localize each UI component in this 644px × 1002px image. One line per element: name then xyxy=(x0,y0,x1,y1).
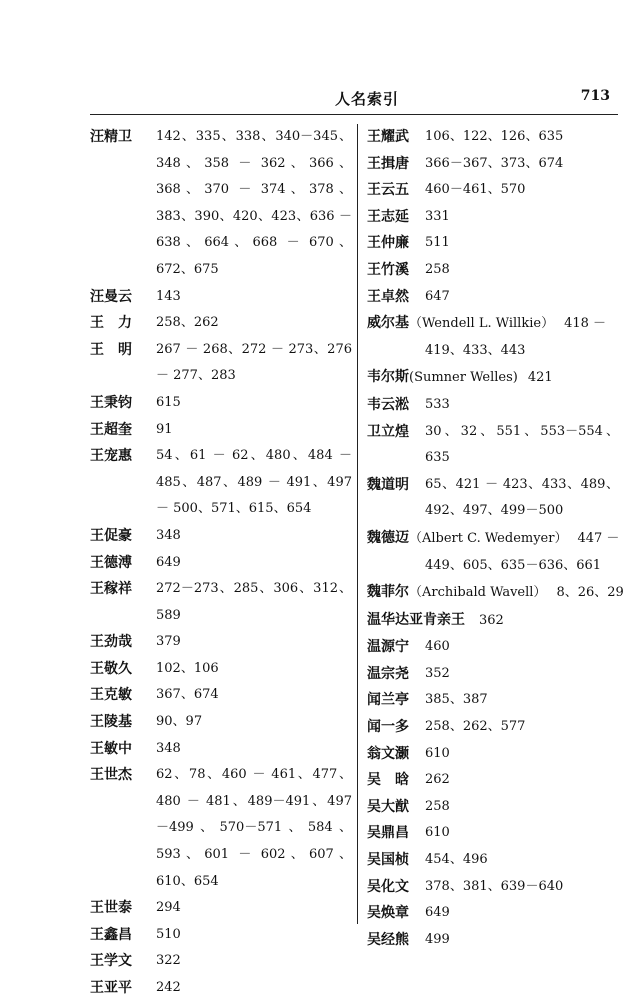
index-entry xyxy=(90,682,352,709)
index-entry-lead xyxy=(367,607,619,635)
index-entry xyxy=(367,151,619,178)
index-entry-pages-lead: 418 － xyxy=(564,316,607,332)
index-entry-pages: 385、387 xyxy=(425,692,488,708)
index-entry-name: 王陵基 xyxy=(90,714,132,731)
index-entry xyxy=(90,124,352,284)
index-entry-pages: 267 － 268、272 － 273、276 － 277、283 xyxy=(156,341,352,384)
index-entry-name: 韦尔斯 xyxy=(367,369,409,386)
index-entry-name: 吴焕章 xyxy=(367,905,409,922)
index-entry-name: 温华达亚肯亲王 xyxy=(367,611,465,628)
index-entry-lead xyxy=(367,364,619,392)
index-entry xyxy=(90,922,352,949)
index-entry xyxy=(367,284,619,311)
index-entry-pages-lead: 421 xyxy=(527,370,553,386)
index-entry xyxy=(367,204,619,231)
index-entry xyxy=(367,257,619,284)
index-entry-name: 王卓然 xyxy=(367,288,409,305)
index-entry xyxy=(367,820,619,847)
index-entry-name: 王稼祥 xyxy=(90,581,132,598)
index-entry-pages: 106、122、126、635 xyxy=(425,129,564,144)
index-entry-name: 王仲廉 xyxy=(367,235,409,252)
index-entry xyxy=(367,177,619,204)
index-entry-pages: 649 xyxy=(425,905,450,921)
page-title: 人名索引 xyxy=(335,90,400,108)
index-entry-foreign-name: (Sumner Welles) xyxy=(409,370,518,386)
index-entry xyxy=(367,579,624,607)
index-entry-name: 王宠惠 xyxy=(90,448,132,465)
index-entry-pages: 610 xyxy=(425,825,450,841)
index-entry-name: 王世杰 xyxy=(90,767,132,784)
index-entry xyxy=(90,736,352,763)
index-entry-name: 王敬久 xyxy=(90,660,132,677)
index-entry xyxy=(367,310,619,364)
index-entry-name: 王促豪 xyxy=(90,527,132,544)
index-entry-name: 王超奎 xyxy=(90,421,132,438)
index-entry-pages: 65、421 － 423、433、489、492、497、499－500 xyxy=(425,476,619,519)
index-entry-name: 王德溥 xyxy=(90,554,132,571)
index-entry-name: 王 明 xyxy=(90,341,132,358)
index-entry xyxy=(90,337,352,390)
index-entry-name: 汪精卫 xyxy=(90,129,132,145)
index-entry-pages-lead: 8、26、29 xyxy=(556,585,624,601)
index-entry xyxy=(90,576,352,629)
index-entry-pages: 322 xyxy=(156,953,181,969)
index-entry-pages: 91 xyxy=(156,421,173,437)
index-entry-pages: 449、605、635－636、661 xyxy=(425,557,602,573)
index-entry-name: 王学文 xyxy=(90,953,132,970)
index-entry-pages: 647 xyxy=(425,288,450,304)
index-entry xyxy=(90,310,352,337)
running-header xyxy=(90,88,618,110)
index-entry xyxy=(90,550,352,577)
index-entry xyxy=(90,656,352,683)
index-entry-name: 吴化文 xyxy=(367,878,409,895)
index-entry-pages: 142、335、338、340－345、348、358 － 362、366、368、370 － 374、378、383、390、420、423、636 － 638、664、668 － 670、672、675 xyxy=(156,129,352,277)
index-entry xyxy=(90,709,352,736)
index-entry xyxy=(367,900,619,927)
index-entry xyxy=(367,874,619,901)
index-entry xyxy=(90,629,352,656)
index-entry xyxy=(367,847,619,874)
index-entry-pages: 242 xyxy=(156,980,181,995)
index-entry-pages: 460－461、570 xyxy=(425,182,526,198)
index-entry-foreign-name: （Wendell L. Willkie） xyxy=(409,316,555,332)
index-entry xyxy=(367,741,619,768)
index-entry-pages: 331 xyxy=(425,208,450,224)
page-number: 713 xyxy=(580,88,610,104)
index-entry xyxy=(367,392,619,419)
index-entry xyxy=(367,794,619,821)
index-entry-lead xyxy=(367,310,619,338)
index-entry-pages: 258、262、577 xyxy=(425,719,526,735)
index-entry-pages: 262 xyxy=(425,772,450,788)
index-entry-pages: 258、262 xyxy=(156,315,219,331)
index-entry-name: 王 力 xyxy=(90,315,132,332)
index-entry-name: 吴经熊 xyxy=(367,931,409,948)
index-entry xyxy=(367,927,619,954)
index-entry-pages: 258 xyxy=(425,798,450,814)
index-entry-name: 韦云淞 xyxy=(367,396,409,413)
index-entry-name: 魏菲尔 xyxy=(367,584,409,601)
index-entry-pages: 419、433、443 xyxy=(425,342,526,358)
index-entry-name: 王志延 xyxy=(367,208,409,225)
index-entry xyxy=(367,661,619,688)
index-entry-pages: 90、97 xyxy=(156,714,203,730)
index-entry-pages: 367、674 xyxy=(156,687,219,703)
index-entry xyxy=(90,284,352,311)
index-entry-name: 闻一多 xyxy=(367,719,409,736)
index-entry xyxy=(367,687,619,714)
index-entry xyxy=(367,230,619,257)
index-entry xyxy=(90,390,352,417)
index-entry-pages: 362 xyxy=(479,612,504,628)
index-entry-name: 王云五 xyxy=(367,182,409,199)
index-entry-lead xyxy=(367,525,619,553)
index-entry-pages: 54、61 － 62、480、484 － 485、487、489 － 491、497 － 500、571、615、654 xyxy=(156,448,352,517)
index-entry xyxy=(367,419,619,472)
index-entry-name: 吴鼎昌 xyxy=(367,825,409,842)
index-entry xyxy=(90,762,352,895)
column-divider xyxy=(357,124,358,924)
index-entry xyxy=(367,607,619,635)
index-entry xyxy=(90,523,352,550)
index-entry-name: 王劲哉 xyxy=(90,634,132,651)
index-entry-pages: 366－367、373、674 xyxy=(425,155,564,171)
index-entry xyxy=(367,124,619,151)
index-entry-name: 王竹溪 xyxy=(367,261,409,278)
index-entry-pages: 102、106 xyxy=(156,660,219,676)
index-entry-name: 温宗尧 xyxy=(367,665,409,682)
index-entry-pages: 348 xyxy=(156,527,181,543)
index-entry-name: 吴大猷 xyxy=(367,798,409,815)
index-entry-pages: 499 xyxy=(425,931,450,947)
index-entry-name: 魏德迈 xyxy=(367,529,409,546)
index-entry-name: 王敏中 xyxy=(90,740,132,757)
index-entry-pages: 379 xyxy=(156,634,181,650)
index-entry-pages: 272－273、285、306、312、589 xyxy=(156,581,352,623)
index-entry-foreign-name: （Albert C. Wedemyer） xyxy=(409,530,568,546)
index-entry xyxy=(367,525,619,579)
index-entry-pages: 348 xyxy=(156,740,181,756)
index-entry-name: 魏道明 xyxy=(367,476,409,493)
index-entry xyxy=(367,364,619,392)
index-entry-pages: 511 xyxy=(425,235,450,251)
index-entry-name: 吴 晗 xyxy=(367,772,409,789)
index-entry-pages: 510 xyxy=(156,926,181,942)
index-entry xyxy=(90,975,352,1002)
header-rule xyxy=(90,114,618,115)
index-entry-name: 王亚平 xyxy=(90,980,132,996)
index-entry-name: 翁文灏 xyxy=(367,745,409,762)
index-entry xyxy=(367,714,619,741)
index-entry-pages: 143 xyxy=(156,288,181,304)
index-entry-pages: 610 xyxy=(425,745,450,761)
index-entry-name: 温源宁 xyxy=(367,639,409,656)
index-entry xyxy=(90,895,352,922)
index-entry xyxy=(367,472,619,525)
index-entry-pages: 258 xyxy=(425,261,450,277)
index-entry-pages: 378、381、639－640 xyxy=(425,878,564,894)
index-entry-name: 王克敏 xyxy=(90,687,132,704)
index-entry-pages: 454、496 xyxy=(425,852,488,868)
index-entry-pages: 649 xyxy=(156,554,181,570)
index-entry-name: 闻兰亭 xyxy=(367,692,409,709)
index-entry xyxy=(90,443,352,523)
index-entry-name: 汪曼云 xyxy=(90,288,132,305)
index-entry-name: 吴国桢 xyxy=(367,852,409,869)
index-entry xyxy=(367,767,619,794)
index-column-right xyxy=(367,124,624,953)
index-entry-pages: 533 xyxy=(425,396,450,412)
index-entry-name: 卫立煌 xyxy=(367,423,409,440)
index-entry-pages: 615 xyxy=(156,394,181,410)
index-entry xyxy=(90,417,352,444)
index-entry-lead xyxy=(367,579,624,607)
index-entry xyxy=(90,948,352,975)
index-entry-foreign-name: （Archibald Wavell） xyxy=(409,585,547,601)
index-entry-name: 王耀武 xyxy=(367,129,409,145)
index-entry-name: 王揖唐 xyxy=(367,155,409,172)
index-entry-pages: 294 xyxy=(156,900,181,916)
index-entry-name: 威尔基 xyxy=(367,315,409,332)
index-entry-pages-lead: 447 － xyxy=(577,530,620,546)
index-entry-pages: 62、78、460 － 461、477、480 － 481、489－491、497－499、570－571、584、593、601 － 602、607、610、654 xyxy=(156,767,352,889)
index-entry-pages: 352 xyxy=(425,665,450,681)
index-entry-name: 王秉钧 xyxy=(90,394,132,411)
index-entry-name: 王世泰 xyxy=(90,900,132,917)
index-entry-name: 王鑫昌 xyxy=(90,926,132,943)
index-entry-pages: 460 xyxy=(425,639,450,655)
index-column-left xyxy=(90,124,352,1002)
index-entry-pages: 30、32、551、553－554、635 xyxy=(425,423,619,466)
index-entry xyxy=(367,634,619,661)
